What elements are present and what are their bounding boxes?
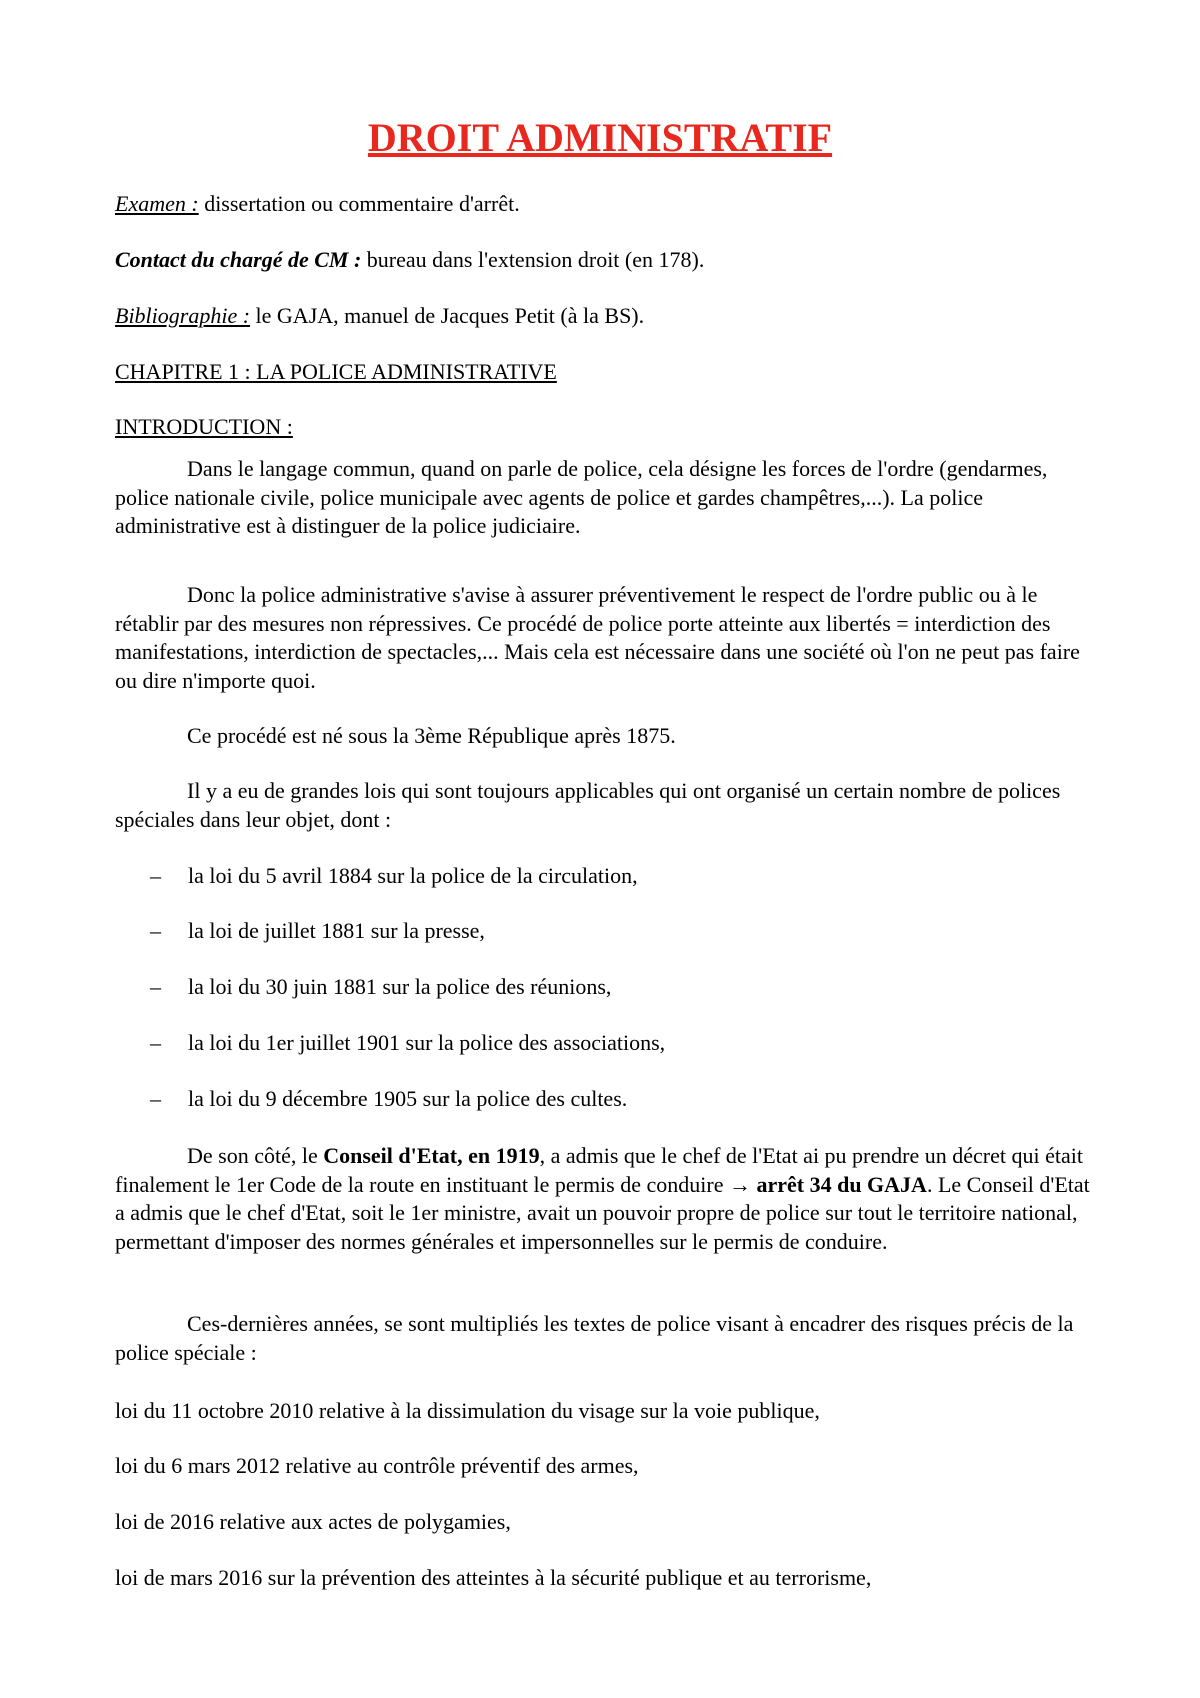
paragraph-origin: Ce procédé est né sous la 3ème République après 1875. — [187, 723, 676, 748]
p5-text-e: . Le Conseil d'Etat a admis que le chef d'Etat, soit le 1er ministre, avait un pouvoir propre de police sur tout le territoire national, permettant d'imposer des normes générales et impersonnelles sur le permis de conduire. — [115, 1171, 1090, 1254]
exam-line — [115, 190, 520, 218]
paragraph-recent-texts: Ces-dernières années, se sont multipliés les textes de police visant à encadrer des risques précis de la police spéciale : — [115, 1311, 1074, 1365]
bullet-dash: – — [150, 1086, 161, 1111]
paragraph-special-police: Il y a eu de grandes lois qui sont toujours applicables qui ont organisé un certain nombre de polices spéciales dans leur objet, dont : — [115, 778, 1061, 832]
bibliography-text: le GAJA, manuel de Jacques Petit (à la BS). — [250, 303, 645, 328]
list-item-text: la loi du 9 décembre 1905 sur la police des cultes. — [188, 1086, 628, 1111]
bibliography-line — [115, 302, 644, 330]
list-item-text: la loi du 1er juillet 1901 sur la police des associations, — [188, 1030, 666, 1055]
list-item-text: la loi de juillet 1881 sur la presse, — [188, 918, 485, 943]
paragraph-police-definition: Dans le langage commun, quand on parle de police, cela désigne les forces de l'ordre (gendarmes, police nationale civile, police municipale avec agents de police et gardes champêtres,...). La police administrative est à distinguer de la police judiciaire. — [115, 456, 1048, 538]
bullet-dash: – — [150, 974, 161, 999]
chapter-heading: CHAPITRE 1 : LA POLICE ADMINISTRATIVE — [115, 359, 557, 384]
exam-text: dissertation ou commentaire d'arrêt. — [198, 191, 520, 216]
bullet-dash: – — [150, 1030, 161, 1055]
list-item: loi de mars 2016 sur la prévention des atteintes à la sécurité publique et au terrorisme, — [115, 1565, 872, 1590]
contact-text: bureau dans l'extension droit (en 178). — [361, 247, 705, 272]
exam-label: Examen : — [115, 191, 199, 216]
bibliography-label: Bibliographie : — [115, 303, 251, 328]
paragraph-police-administrative: Donc la police administrative s'avise à assurer préventivement le respect de l'ordre public ou à le rétablir par des mesures non répressives. Ce procédé de police porte atteinte aux libertés = interdiction des manifestations, interdiction de spectacles,... Mais cela est nécessaire dans une société où l'on ne peut pas faire ou dire n'importe quoi. — [115, 582, 1080, 693]
bullet-dash: – — [150, 863, 161, 888]
introduction-heading: INTRODUCTION : — [115, 414, 293, 439]
list-item-text: la loi du 5 avril 1884 sur la police de la circulation, — [188, 863, 638, 888]
bullet-dash: – — [150, 918, 161, 943]
paragraph-conseil-etat — [115, 1142, 1095, 1256]
contact-line — [115, 246, 704, 274]
contact-label: Contact du chargé de CM : — [115, 247, 362, 272]
p5-text-a: De son côté, le — [187, 1143, 324, 1168]
list-item-text: la loi du 30 juin 1881 sur la police des réunions, — [188, 974, 612, 999]
p5-text-c: , a admis que le chef de l'Etat ai pu prendre un décret qui était finalement le 1er Code de la route en instituant le permis de conduire → — [115, 1143, 1083, 1197]
list-item: loi du 11 octobre 2010 relative à la dissimulation du visage sur la voie publique, — [115, 1398, 820, 1423]
list-item: loi du 6 mars 2012 relative au contrôle préventif des armes, — [115, 1453, 639, 1478]
p5-bold-arret: arrêt 34 du GAJA — [756, 1171, 927, 1197]
p5-bold-conseil: Conseil d'Etat, en 1919 — [323, 1143, 540, 1168]
list-item: loi de 2016 relative aux actes de polygamies, — [115, 1509, 511, 1534]
document-title: DROIT ADMINISTRATIF — [367, 115, 833, 160]
